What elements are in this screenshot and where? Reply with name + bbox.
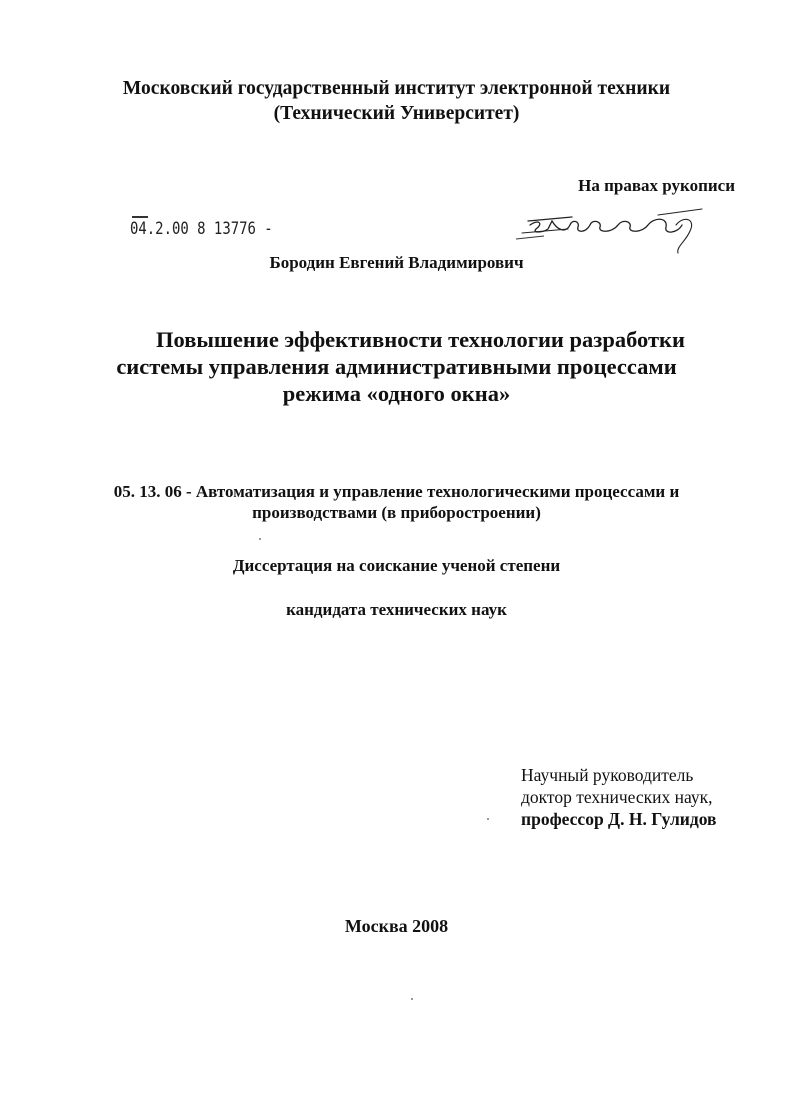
library-stamp-number: 04.2.00 8 13776 -	[130, 219, 273, 239]
scan-speck	[487, 818, 489, 820]
dissertation-title	[0, 326, 793, 407]
author-name: Бородин Евгений Владимирович	[269, 253, 524, 272]
scan-speck	[411, 998, 413, 1000]
stamp-mark	[132, 216, 148, 218]
institution-subtitle: (Технический Университет)	[273, 103, 520, 124]
degree-name: кандидата технических наук	[286, 600, 507, 619]
institution-name: Московский государственный институт электронной техники	[122, 78, 671, 99]
manuscript-rights-note: На правах рукописи	[578, 176, 735, 195]
author-signature	[508, 203, 708, 255]
title-line: Повышение эффективности технологии разработки	[156, 327, 685, 352]
scan-speck	[259, 538, 261, 540]
title-line: системы управления административными процессами	[116, 354, 677, 379]
degree-statement: Диссертация на соискание ученой степени	[232, 556, 561, 575]
scientific-advisor	[521, 764, 717, 830]
institution-header	[0, 76, 793, 126]
specialty-line: 05. 13. 06 - Автоматизация и управление технологическими процессами и	[113, 482, 680, 501]
title-line: режима «одного окна»	[282, 381, 511, 406]
specialty-line: производствами (в приборостроении)	[252, 503, 541, 522]
specialty-code	[0, 481, 793, 523]
advisor-degree: доктор технических наук,	[521, 787, 713, 807]
advisor-role: Научный руководитель	[521, 765, 694, 785]
city-year: Москва 2008	[344, 916, 449, 936]
advisor-name: профессор Д. Н. Гулидов	[521, 809, 717, 829]
